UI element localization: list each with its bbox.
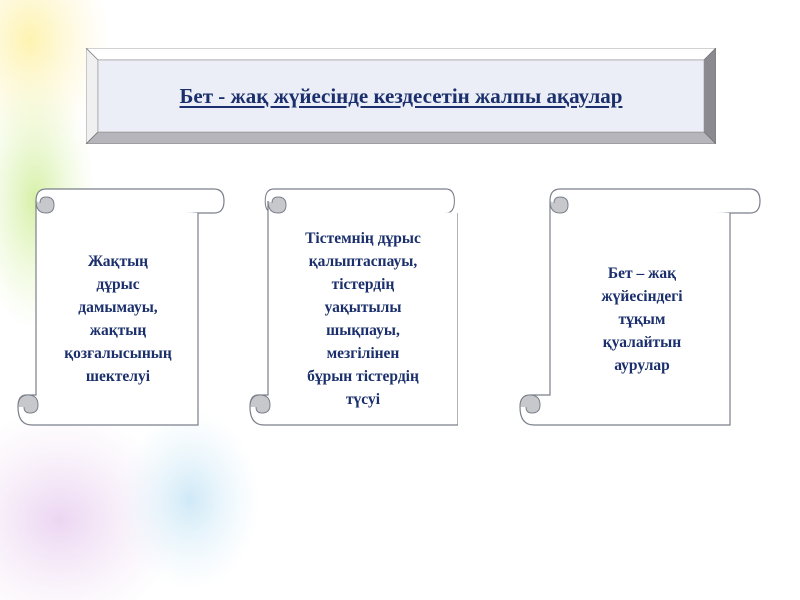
scroll-card-jaw-development xyxy=(16,185,226,435)
scroll-card-hereditary-diseases xyxy=(518,185,728,435)
scroll-card-dental-development xyxy=(248,185,458,435)
balloon-blue xyxy=(120,410,260,590)
scroll-text: Тістемнің дұрыс қалыптаспауы, тістердің уақытылы шықпауы, мезгілінен бұрын тістердің түсуі xyxy=(305,230,421,408)
scroll-text: Жақтың дұрыс дамымауы, жақтың қозғалысының шектелуі xyxy=(64,253,172,385)
scroll-text: Бет – жақ жүйесіндегі тұқым қуалайтын аурулар xyxy=(601,264,683,374)
diagram-title: Бет - жақ жүйесінде кездесетін жалпы ақаулар xyxy=(179,83,623,108)
title-box xyxy=(86,48,716,144)
